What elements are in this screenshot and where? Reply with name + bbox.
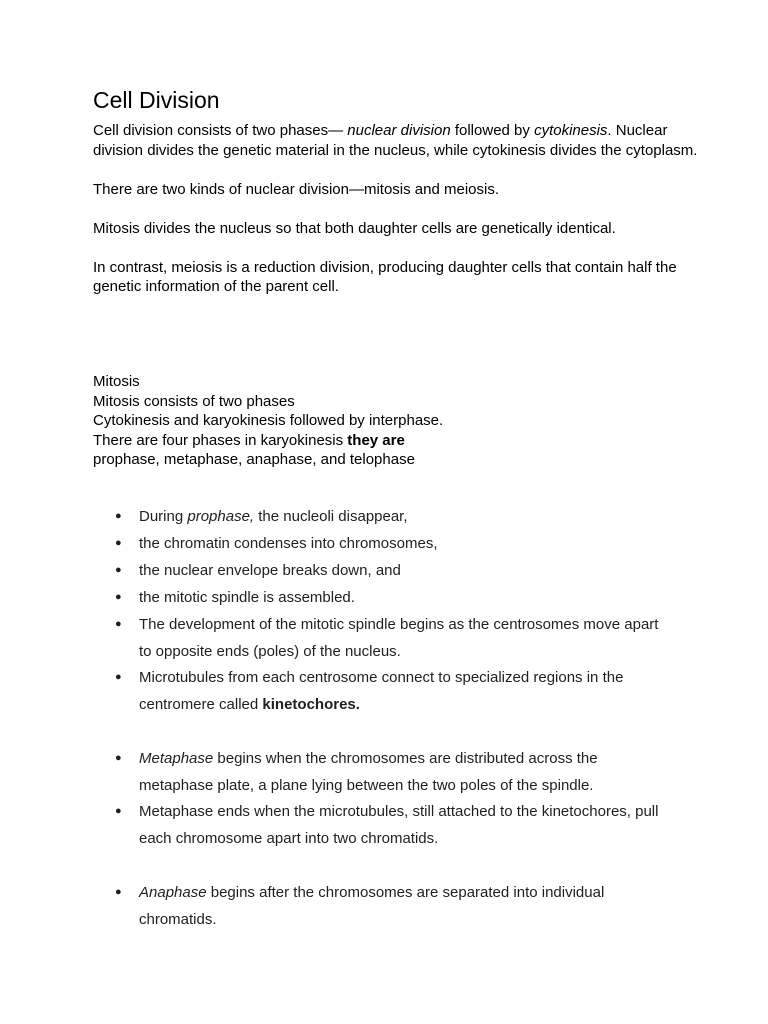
intro-text: followed by <box>450 122 535 139</box>
list-item <box>115 745 659 799</box>
list-item <box>115 503 659 530</box>
list-item-text: Microtubules from each centrosome connect to specialized regions in the centromere called <box>139 669 624 713</box>
list-item-text: begins after the chromosomes are separated into individual chromatids. <box>139 884 605 928</box>
bullet-icon: ● <box>115 510 122 522</box>
intro-paragraph-1 <box>93 121 703 160</box>
intro-section <box>93 121 703 297</box>
intro-paragraph-2: There are two kinds of nuclear division—mitosis and meiosis. <box>93 180 500 198</box>
bullet-icon: ● <box>115 537 122 549</box>
mitosis-line: Cytokinesis and karyokinesis followed by interphase. <box>93 412 444 429</box>
list-item <box>115 664 659 718</box>
mitosis-heading: Mitosis <box>93 373 140 390</box>
mitosis-line: prophase, metaphase, anaphase, and telophase <box>93 451 415 468</box>
intro-text: . Nuclear division divides the genetic material in the nucleus, while cytokinesis divides the cytoplasm. <box>93 122 698 159</box>
intro-paragraph-4: In contrast, meiosis is a reduction division, producing daughter cells that contain half the genetic information of the parent cell. <box>93 258 677 295</box>
mitosis-line: Mitosis consists of two phases <box>93 392 295 410</box>
bullet-icon: ● <box>115 591 122 603</box>
list-item-text: the nucleoli disappear, <box>254 508 408 525</box>
intro-paragraph-3: Mitosis divides the nucleus so that both daughter cells are genetically identical. <box>93 219 616 237</box>
bullet-icon: ● <box>115 618 122 630</box>
list-item-text: Metaphase ends when the microtubules, still attached to the kinetochores, pull each chromosome apart into two chromatids. <box>139 803 659 847</box>
list-item-bold-text: kinetochores. <box>262 696 360 713</box>
list-item <box>115 530 659 557</box>
list-item-emphasis: prophase, <box>187 508 255 525</box>
mitosis-line <box>93 431 693 451</box>
list-item-text: begins when the chromosomes are distributed across the metaphase plate, a plane lying between the two poles of the spindle. <box>139 750 598 794</box>
list-item-text: The development of the mitotic spindle begins as the centrosomes move apart to opposite ends (poles) of the nucleus. <box>139 616 659 660</box>
bullet-icon: ● <box>115 671 122 683</box>
page-title: Cell Division <box>93 87 220 113</box>
mitosis-section <box>93 372 693 470</box>
list-item <box>115 611 659 665</box>
intro-emphasis: nuclear division <box>347 122 451 139</box>
list-item-text: the chromatin condenses into chromosomes, <box>139 535 438 552</box>
list-item <box>115 798 659 852</box>
list-item-emphasis: Anaphase <box>139 884 207 901</box>
list-item-text: the nuclear envelope breaks down, and <box>139 562 401 579</box>
bullet-icon: ● <box>115 564 122 576</box>
list-item-emphasis: Metaphase <box>139 750 214 767</box>
bullet-icon: ● <box>115 886 122 898</box>
mitosis-bold-text: they are <box>347 431 405 449</box>
intro-text: Cell division consists of two phases— <box>93 122 348 139</box>
mitosis-text: There are four phases in karyokinesis <box>93 431 348 449</box>
list-item <box>115 879 659 933</box>
list-item <box>115 557 659 584</box>
list-item-text: the mitotic spindle is assembled. <box>139 589 355 606</box>
bullet-icon: ● <box>115 752 122 764</box>
intro-emphasis: cytokinesis <box>534 122 608 139</box>
list-item-text: During <box>139 508 188 525</box>
bullet-icon: ● <box>115 805 122 817</box>
list-item <box>115 584 659 611</box>
